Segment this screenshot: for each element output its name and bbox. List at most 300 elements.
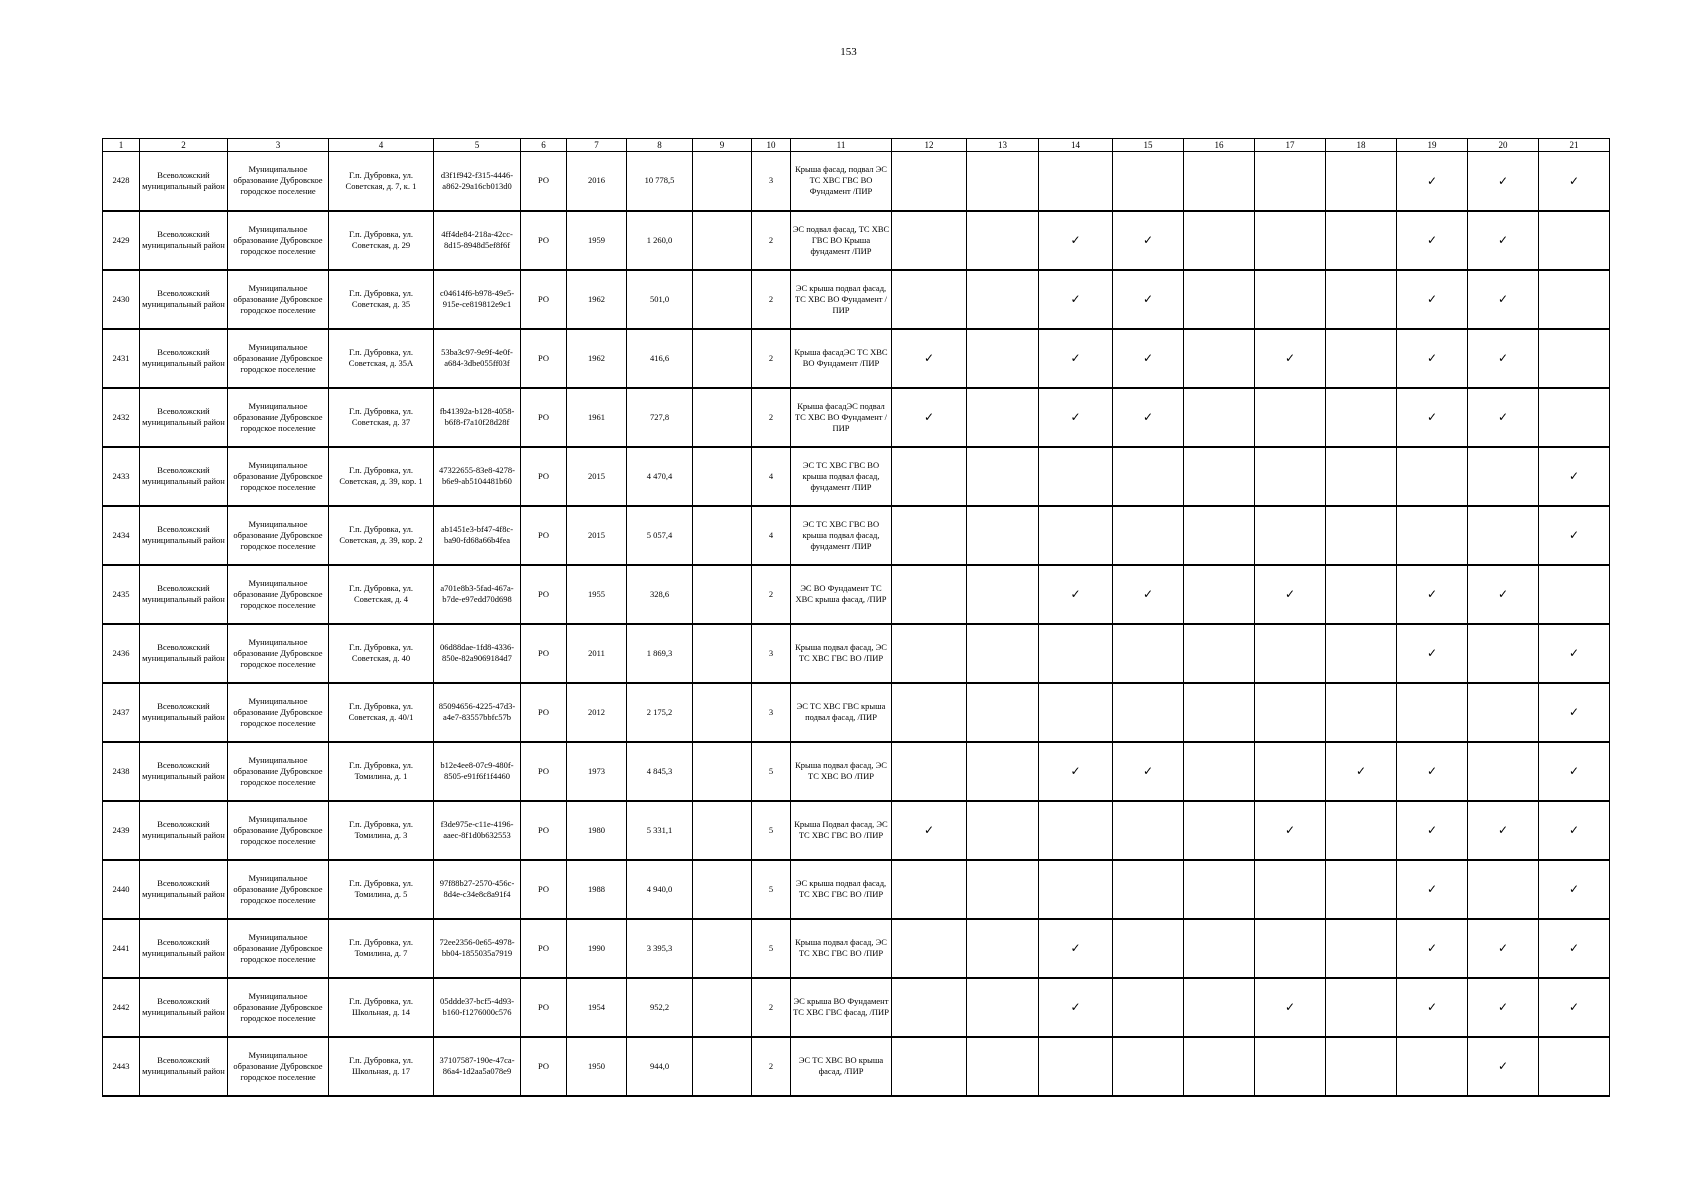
work-flag-cell-16	[1184, 565, 1255, 624]
work-flag-cell-13	[967, 801, 1039, 860]
year-built-cell: 1959	[567, 211, 627, 270]
work-flag-cell-17	[1255, 683, 1326, 742]
column-9-cell	[693, 742, 752, 801]
work-flag-cell-19	[1397, 270, 1468, 329]
column-10-cell: 4	[752, 447, 791, 506]
column-10-cell: 5	[752, 919, 791, 978]
column-number-header: 3	[228, 139, 329, 152]
address-cell: Г.п. Дубровка, ул. Советская, д. 40	[329, 624, 434, 683]
work-flag-cell-17	[1255, 211, 1326, 270]
column-10-cell: 2	[752, 388, 791, 447]
work-flag-cell-13	[967, 742, 1039, 801]
municipality-cell: Муниципальное образование Дубровское городское поселение	[228, 683, 329, 742]
area-cell: 4 940,0	[627, 860, 693, 919]
work-flag-cell-21	[1539, 801, 1610, 860]
area-cell: 4 845,3	[627, 742, 693, 801]
address-cell: Г.п. Дубровка, ул. Советская, д. 39, кор. 2	[329, 506, 434, 565]
checkmark-icon: ✓	[1426, 233, 1438, 247]
work-flag-cell-13	[967, 447, 1039, 506]
work-flag-cell-14	[1039, 1037, 1113, 1096]
checkmark-icon: ✓	[1568, 528, 1580, 542]
district-cell: Всеволожский муниципальный район	[140, 211, 228, 270]
checkmark-icon: ✓	[1568, 823, 1580, 837]
year-built-cell: 1990	[567, 919, 627, 978]
district-cell: Всеволожский муниципальный район	[140, 270, 228, 329]
table-row	[103, 683, 1610, 742]
column-number-header: 15	[1113, 139, 1184, 152]
year-built-cell: 2012	[567, 683, 627, 742]
work-flag-cell-20	[1468, 683, 1539, 742]
column-10-cell: 3	[752, 624, 791, 683]
column-9-cell	[693, 565, 752, 624]
address-cell: Г.п. Дубровка, ул. Советская, д. 7, к. 1	[329, 152, 434, 211]
building-guid-cell: fb41392a-b128-4058-b6f8-f7a10f28d28f	[434, 388, 521, 447]
works-list-cell: ЭС ТС ХВС ГВС крыша подвал фасад, /ПИР	[791, 683, 892, 742]
municipality-cell: Муниципальное образование Дубровское городское поселение	[228, 270, 329, 329]
municipality-cell: Муниципальное образование Дубровское городское поселение	[228, 565, 329, 624]
year-built-cell: 1988	[567, 860, 627, 919]
work-flag-cell-20	[1468, 211, 1539, 270]
work-flag-cell-17	[1255, 565, 1326, 624]
checkmark-icon: ✓	[1568, 705, 1580, 719]
works-list-cell: ЭС ТС ХВС ВО крыша фасад, /ПИР	[791, 1037, 892, 1096]
table-row	[103, 919, 1610, 978]
municipality-cell: Муниципальное образование Дубровское городское поселение	[228, 978, 329, 1037]
type-cell: РО	[521, 211, 567, 270]
checkmark-icon: ✓	[1497, 351, 1509, 365]
work-flag-cell-20	[1468, 919, 1539, 978]
work-flag-cell-14	[1039, 683, 1113, 742]
checkmark-icon: ✓	[1070, 764, 1081, 778]
work-flag-cell-16	[1184, 270, 1255, 329]
column-10-cell: 2	[752, 270, 791, 329]
building-guid-cell: 53ba3c97-9e9f-4e0f-a684-3dbe055ff03f	[434, 329, 521, 388]
work-flag-cell-21	[1539, 388, 1610, 447]
work-flag-cell-17	[1255, 624, 1326, 683]
checkmark-icon: ✓	[1568, 764, 1580, 778]
work-flag-cell-15	[1113, 742, 1184, 801]
address-cell: Г.п. Дубровка, ул. Школьная, д. 17	[329, 1037, 434, 1096]
work-flag-cell-18	[1326, 211, 1397, 270]
municipality-cell: Муниципальное образование Дубровское городское поселение	[228, 152, 329, 211]
year-built-cell: 1973	[567, 742, 627, 801]
work-flag-cell-13	[967, 624, 1039, 683]
work-flag-cell-16	[1184, 801, 1255, 860]
work-flag-cell-15	[1113, 270, 1184, 329]
column-10-cell: 2	[752, 978, 791, 1037]
works-list-cell: Крыша подвал фасад, ЭС ТС ХВС ГВС ВО /ПИР	[791, 919, 892, 978]
column-number-header: 10	[752, 139, 791, 152]
address-cell: Г.п. Дубровка, ул. Томилина, д. 1	[329, 742, 434, 801]
work-flag-cell-17	[1255, 978, 1326, 1037]
type-cell: РО	[521, 506, 567, 565]
table-row	[103, 506, 1610, 565]
checkmark-icon: ✓	[1142, 764, 1154, 778]
work-flag-cell-19	[1397, 683, 1468, 742]
table-row	[103, 624, 1610, 683]
checkmark-icon: ✓	[1426, 351, 1438, 365]
district-cell: Всеволожский муниципальный район	[140, 447, 228, 506]
district-cell: Всеволожский муниципальный район	[140, 152, 228, 211]
work-flag-cell-18	[1326, 860, 1397, 919]
checkmark-icon: ✓	[1568, 882, 1580, 896]
work-flag-cell-14	[1039, 447, 1113, 506]
district-cell: Всеволожский муниципальный район	[140, 1037, 228, 1096]
checkmark-icon: ✓	[1497, 173, 1509, 188]
row-number-cell: 2443	[103, 1037, 140, 1096]
district-cell: Всеволожский муниципальный район	[140, 919, 228, 978]
municipality-cell: Муниципальное образование Дубровское городское поселение	[228, 388, 329, 447]
address-cell: Г.п. Дубровка, ул. Томилина, д. 3	[329, 801, 434, 860]
column-10-cell: 3	[752, 683, 791, 742]
year-built-cell: 2011	[567, 624, 627, 683]
column-number-header: 14	[1039, 139, 1113, 152]
municipality-cell: Муниципальное образование Дубровское городское поселение	[228, 211, 329, 270]
work-flag-cell-13	[967, 978, 1039, 1037]
work-flag-cell-14	[1039, 506, 1113, 565]
work-flag-cell-16	[1184, 211, 1255, 270]
column-10-cell: 2	[752, 329, 791, 388]
type-cell: РО	[521, 919, 567, 978]
type-cell: РО	[521, 388, 567, 447]
work-flag-cell-14	[1039, 801, 1113, 860]
work-flag-cell-17	[1255, 329, 1326, 388]
column-10-cell: 2	[752, 211, 791, 270]
works-list-cell: Крыша подвал фасад, ЭС ТС ХВС ГВС ВО /ПИР	[791, 624, 892, 683]
work-flag-cell-12	[892, 978, 967, 1037]
work-flag-cell-18	[1326, 624, 1397, 683]
type-cell: РО	[521, 742, 567, 801]
building-guid-cell: 06d88dae-1fd8-4336-850e-82a9069184d7	[434, 624, 521, 683]
table-row	[103, 270, 1610, 329]
checkmark-icon: ✓	[1497, 1059, 1509, 1073]
type-cell: РО	[521, 270, 567, 329]
work-flag-cell-21	[1539, 860, 1610, 919]
checkmark-icon: ✓	[1426, 292, 1438, 306]
municipality-cell: Муниципальное образование Дубровское городское поселение	[228, 447, 329, 506]
column-number-header: 12	[892, 139, 967, 152]
work-flag-cell-15	[1113, 447, 1184, 506]
checkmark-icon: ✓	[1568, 1000, 1580, 1014]
work-flag-cell-18	[1326, 565, 1397, 624]
district-cell: Всеволожский муниципальный район	[140, 742, 228, 801]
work-flag-cell-21	[1539, 211, 1610, 270]
row-number-cell: 2431	[103, 329, 140, 388]
address-cell: Г.п. Дубровка, ул. Советская, д. 37	[329, 388, 434, 447]
work-flag-cell-21	[1539, 447, 1610, 506]
work-flag-cell-20	[1468, 388, 1539, 447]
checkmark-icon: ✓	[923, 351, 935, 365]
checkmark-icon: ✓	[1070, 1000, 1081, 1014]
work-flag-cell-18	[1326, 388, 1397, 447]
work-flag-cell-17	[1255, 801, 1326, 860]
checkmark-icon: ✓	[923, 823, 935, 837]
row-number-cell: 2435	[103, 565, 140, 624]
column-number-header: 6	[521, 139, 567, 152]
works-list-cell: ЭС крыша ВО Фундамент ТС ХВС ГВС фасад, /ПИР	[791, 978, 892, 1037]
type-cell: РО	[521, 624, 567, 683]
work-flag-cell-20	[1468, 801, 1539, 860]
work-flag-cell-16	[1184, 447, 1255, 506]
type-cell: РО	[521, 152, 567, 211]
column-10-cell: 3	[752, 152, 791, 211]
work-flag-cell-19	[1397, 1037, 1468, 1096]
work-flag-cell-17	[1255, 388, 1326, 447]
work-flag-cell-14	[1039, 565, 1113, 624]
municipality-cell: Муниципальное образование Дубровское городское поселение	[228, 801, 329, 860]
area-cell: 3 395,3	[627, 919, 693, 978]
works-list-cell: ЭС ТС ХВС ГВС ВО крыша подвал фасад, фундамент /ПИР	[791, 447, 892, 506]
work-flag-cell-12	[892, 801, 967, 860]
row-number-cell: 2441	[103, 919, 140, 978]
work-flag-cell-15	[1113, 506, 1184, 565]
column-number-header: 19	[1397, 139, 1468, 152]
work-flag-cell-19	[1397, 801, 1468, 860]
year-built-cell: 1962	[567, 270, 627, 329]
work-flag-cell-15	[1113, 565, 1184, 624]
work-flag-cell-13	[967, 683, 1039, 742]
work-flag-cell-15	[1113, 860, 1184, 919]
checkmark-icon: ✓	[1568, 941, 1580, 955]
column-9-cell	[693, 683, 752, 742]
row-number-cell: 2440	[103, 860, 140, 919]
work-flag-cell-12	[892, 506, 967, 565]
work-flag-cell-14	[1039, 152, 1113, 211]
table-row	[103, 447, 1610, 506]
work-flag-cell-19	[1397, 919, 1468, 978]
table-row	[103, 801, 1610, 860]
work-flag-cell-20	[1468, 152, 1539, 211]
checkmark-icon: ✓	[1426, 410, 1438, 424]
checkmark-icon: ✓	[1070, 941, 1081, 955]
column-9-cell	[693, 329, 752, 388]
district-cell: Всеволожский муниципальный район	[140, 978, 228, 1037]
column-number-header: 7	[567, 139, 627, 152]
column-9-cell	[693, 388, 752, 447]
row-number-cell: 2429	[103, 211, 140, 270]
district-cell: Всеволожский муниципальный район	[140, 624, 228, 683]
type-cell: РО	[521, 447, 567, 506]
type-cell: РО	[521, 329, 567, 388]
area-cell: 2 175,2	[627, 683, 693, 742]
works-list-cell: ЭС крыша подвал фасад, ТС ХВС ГВС ВО /ПИР	[791, 860, 892, 919]
column-9-cell	[693, 919, 752, 978]
area-cell: 10 778,5	[627, 152, 693, 211]
work-flag-cell-17	[1255, 447, 1326, 506]
work-flag-cell-21	[1539, 624, 1610, 683]
work-flag-cell-14	[1039, 742, 1113, 801]
checkmark-icon: ✓	[1497, 410, 1509, 424]
work-flag-cell-17	[1255, 152, 1326, 211]
work-flag-cell-18	[1326, 152, 1397, 211]
work-flag-cell-20	[1468, 329, 1539, 388]
address-cell: Г.п. Дубровка, ул. Советская, д. 40/1	[329, 683, 434, 742]
year-built-cell: 2016	[567, 152, 627, 211]
work-flag-cell-16	[1184, 683, 1255, 742]
work-flag-cell-15	[1113, 211, 1184, 270]
work-flag-cell-15	[1113, 1037, 1184, 1096]
work-flag-cell-18	[1326, 506, 1397, 565]
work-flag-cell-12	[892, 624, 967, 683]
work-flag-cell-12	[892, 152, 967, 211]
checkmark-icon: ✓	[1284, 1000, 1296, 1014]
row-number-cell: 2434	[103, 506, 140, 565]
work-flag-cell-21	[1539, 683, 1610, 742]
table-row	[103, 860, 1610, 919]
table-row	[103, 329, 1610, 388]
table-row	[103, 978, 1610, 1037]
work-flag-cell-16	[1184, 860, 1255, 919]
year-built-cell: 1980	[567, 801, 627, 860]
work-flag-cell-12	[892, 388, 967, 447]
work-flag-cell-13	[967, 919, 1039, 978]
work-flag-cell-17	[1255, 270, 1326, 329]
work-flag-cell-21	[1539, 152, 1610, 211]
work-flag-cell-13	[967, 270, 1039, 329]
work-flag-cell-12	[892, 565, 967, 624]
work-flag-cell-12	[892, 919, 967, 978]
district-cell: Всеволожский муниципальный район	[140, 801, 228, 860]
work-flag-cell-17	[1255, 1037, 1326, 1096]
work-flag-cell-19	[1397, 624, 1468, 683]
checkmark-icon: ✓	[1426, 941, 1438, 955]
column-number-header: 8	[627, 139, 693, 152]
work-flag-cell-14	[1039, 329, 1113, 388]
area-cell: 1 869,3	[627, 624, 693, 683]
municipality-cell: Муниципальное образование Дубровское городское поселение	[228, 506, 329, 565]
row-number-cell: 2433	[103, 447, 140, 506]
checkmark-icon: ✓	[1284, 351, 1296, 365]
area-cell: 328,6	[627, 565, 693, 624]
checkmark-icon: ✓	[1070, 587, 1081, 601]
row-number-cell: 2437	[103, 683, 140, 742]
address-cell: Г.п. Дубровка, ул. Школьная, д. 14	[329, 978, 434, 1037]
work-flag-cell-16	[1184, 624, 1255, 683]
work-flag-cell-16	[1184, 152, 1255, 211]
checkmark-icon: ✓	[1426, 1000, 1438, 1014]
column-9-cell	[693, 270, 752, 329]
work-flag-cell-21	[1539, 919, 1610, 978]
work-flag-cell-14	[1039, 860, 1113, 919]
checkmark-icon: ✓	[1142, 292, 1154, 306]
work-flag-cell-15	[1113, 388, 1184, 447]
checkmark-icon: ✓	[1497, 292, 1509, 306]
checkmark-icon: ✓	[1284, 823, 1296, 837]
building-guid-cell: 72ee2356-0e65-4978-bb04-1855035a7919	[434, 919, 521, 978]
year-built-cell: 2015	[567, 447, 627, 506]
checkmark-icon: ✓	[1284, 587, 1296, 601]
work-flag-cell-13	[967, 565, 1039, 624]
work-flag-cell-21	[1539, 270, 1610, 329]
municipality-cell: Муниципальное образование Дубровское городское поселение	[228, 329, 329, 388]
works-list-cell: Крыша подвал фасад, ЭС ТС ХВС ВО /ПИР	[791, 742, 892, 801]
address-cell: Г.п. Дубровка, ул. Советская, д. 35	[329, 270, 434, 329]
area-cell: 727,8	[627, 388, 693, 447]
work-flag-cell-13	[967, 211, 1039, 270]
column-10-cell: 5	[752, 801, 791, 860]
work-flag-cell-19	[1397, 447, 1468, 506]
district-cell: Всеволожский муниципальный район	[140, 329, 228, 388]
column-number-header: 16	[1184, 139, 1255, 152]
works-list-cell: Крыша фасадЭС подвал ТС ХВС ВО Фундамент /ПИР	[791, 388, 892, 447]
work-flag-cell-18	[1326, 742, 1397, 801]
row-number-cell: 2439	[103, 801, 140, 860]
column-9-cell	[693, 211, 752, 270]
area-cell: 952,2	[627, 978, 693, 1037]
municipality-cell: Муниципальное образование Дубровское городское поселение	[228, 1037, 329, 1096]
year-built-cell: 2015	[567, 506, 627, 565]
work-flag-cell-19	[1397, 329, 1468, 388]
row-number-cell: 2432	[103, 388, 140, 447]
work-flag-cell-12	[892, 742, 967, 801]
checkmark-icon: ✓	[1568, 469, 1580, 483]
works-list-cell: ЭС крыша подвал фасад, ТС ХВС ВО Фундамент /ПИР	[791, 270, 892, 329]
works-list-cell: Крыша фасад, подвал ЭС ТС ХВС ГВС ВО Фундамент /ПИР	[791, 152, 892, 211]
column-10-cell: 2	[752, 565, 791, 624]
row-number-cell: 2428	[103, 152, 140, 211]
work-flag-cell-19	[1397, 152, 1468, 211]
area-cell: 416,6	[627, 329, 693, 388]
works-list-cell: ЭС подвал фасад, ТС ХВС ГВС ВО Крыша фундамент /ПИР	[791, 211, 892, 270]
work-flag-cell-12	[892, 270, 967, 329]
area-cell: 5 331,1	[627, 801, 693, 860]
building-guid-cell: 85094656-4225-47d3-a4e7-83557bbfc57b	[434, 683, 521, 742]
checkmark-icon: ✓	[1497, 823, 1509, 837]
column-9-cell	[693, 506, 752, 565]
checkmark-icon: ✓	[1426, 587, 1438, 601]
column-number-header: 18	[1326, 139, 1397, 152]
work-flag-cell-13	[967, 329, 1039, 388]
work-flag-cell-21	[1539, 565, 1610, 624]
checkmark-icon: ✓	[1497, 587, 1509, 601]
work-flag-cell-16	[1184, 329, 1255, 388]
type-cell: РО	[521, 860, 567, 919]
page-number: 153	[840, 46, 857, 58]
work-flag-cell-13	[967, 1037, 1039, 1096]
work-flag-cell-21	[1539, 1037, 1610, 1096]
building-guid-cell: 37107587-190e-47ca-86a4-1d2aa5a078e9	[434, 1037, 521, 1096]
column-10-cell: 5	[752, 742, 791, 801]
checkmark-icon: ✓	[1426, 173, 1438, 188]
municipality-cell: Муниципальное образование Дубровское городское поселение	[228, 860, 329, 919]
table-row	[103, 565, 1610, 624]
work-flag-cell-15	[1113, 801, 1184, 860]
work-flag-cell-16	[1184, 919, 1255, 978]
checkmark-icon: ✓	[1426, 823, 1438, 837]
checkmark-icon: ✓	[1070, 292, 1081, 306]
work-flag-cell-20	[1468, 860, 1539, 919]
address-cell: Г.п. Дубровка, ул. Томилина, д. 5	[329, 860, 434, 919]
column-9-cell	[693, 447, 752, 506]
work-flag-cell-15	[1113, 919, 1184, 978]
table-row	[103, 388, 1610, 447]
work-flag-cell-15	[1113, 978, 1184, 1037]
work-flag-cell-16	[1184, 506, 1255, 565]
column-number-header: 11	[791, 139, 892, 152]
work-flag-cell-19	[1397, 565, 1468, 624]
work-flag-cell-14	[1039, 211, 1113, 270]
work-flag-cell-12	[892, 1037, 967, 1096]
works-list-cell: Крыша Подвал фасад, ЭС ТС ХВС ГВС ВО /ПИР	[791, 801, 892, 860]
building-guid-cell: c04614f6-b978-49e5-915e-ce819812e9c1	[434, 270, 521, 329]
work-flag-cell-21	[1539, 742, 1610, 801]
works-list-cell: ЭС ВО Фундамент ТС ХВС крыша фасад, /ПИР	[791, 565, 892, 624]
work-flag-cell-17	[1255, 506, 1326, 565]
column-10-cell: 2	[752, 1037, 791, 1096]
works-list-cell: ЭС ТС ХВС ГВС ВО крыша подвал фасад, фундамент /ПИР	[791, 506, 892, 565]
work-flag-cell-18	[1326, 1037, 1397, 1096]
work-flag-cell-21	[1539, 506, 1610, 565]
